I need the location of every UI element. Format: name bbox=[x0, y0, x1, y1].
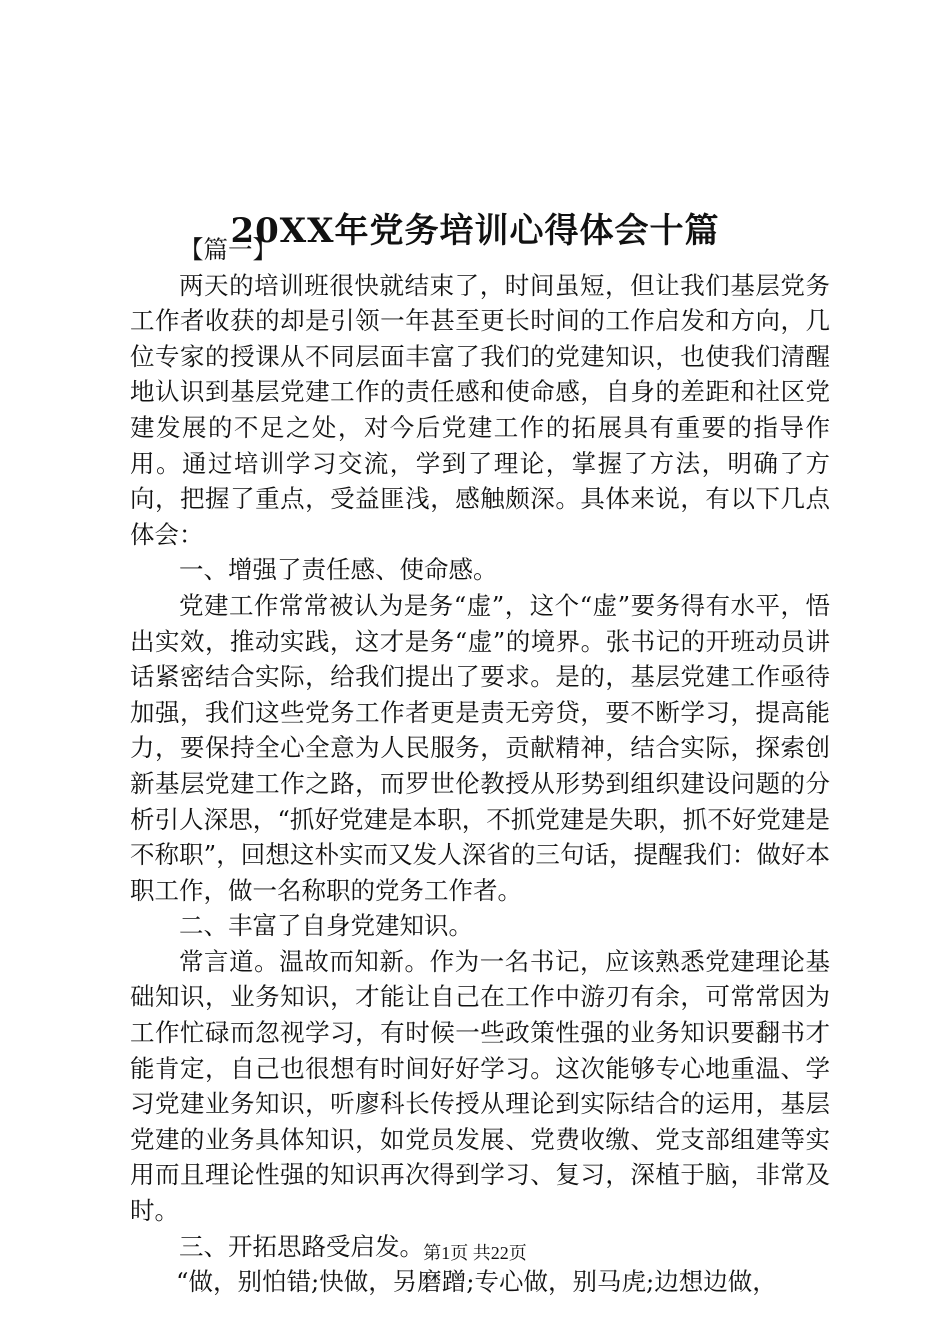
body-paragraph: 党建工作常常被认为是务“虚”，这个“虚”要务得有水平，悟出实效，推动实践，这才是务“虚”的境界。张书记的开班动员讲话紧密结合实际，给我们提出了要求。是的，基层党建工作亟待加强，我们这些党务工作者更是责无旁贷，要不断学习，提高能力，要保持全心全意为人民服务，贡献精神，结合实际，探索创新基层党建工作之路，而罗世伦教授从形势到组织建设问题的分析引人深思，“抓好党建是本职，不抓党建是失职，抓不好党建是不称职”，回想这朴实而又发人深省的三句话，提醒我们：做好本职工作，做一名称职的党务工作者。 bbox=[130, 590, 830, 905]
section-heading-part-one: 【篇一】 bbox=[179, 235, 277, 264]
document-title: 20XX年党务培训心得体会十篇 bbox=[230, 210, 720, 251]
document-body bbox=[130, 232, 830, 1300]
subheading-two: 二、丰富了自身党建知识。 bbox=[179, 911, 473, 941]
subheading-three: 三、开拓思路受启发。 bbox=[179, 1231, 424, 1261]
subheading-one: 一、增强了责任感、使命感。 bbox=[179, 555, 498, 585]
body-paragraph: 两天的培训班很快就结束了，时间虽短，但让我们基层党务工作者收获的却是引领一年甚至更长时间的工作启发和方向，几位专家的授课从不同层面丰富了我们的党建知识，也使我们清醒地认识到基层党建工作的责任感和使命感，自身的差距和社区党建发展的不足之处，对今后党建工作的拓展具有重要的指导作用。通过培训学习交流，学到了理论，掌握了方法，明确了方向，把握了重点，受益匪浅，感触颇深。具体来说，有以下几点体会： bbox=[130, 270, 830, 549]
page-number-footer: 第1页 共22页 bbox=[423, 1243, 527, 1263]
body-paragraph: 常言道。温故而知新。作为一名书记，应该熟悉党建理论基础知识，业务知识，才能让自己在工作中游刃有余，可常常因为工作忙碌而忽视学习，有时候一些政策性强的业务知识要翻书才能肯定，自己也很想有时间好好学习。这次能够专心地重温、学习党建业务知识，听廖科长传授从理论到实际结合的运用，基层党建的业务具体知识，如党员发展、党费收缴、党支部组建等实用而且理论性强的知识再次得到学习、复习，深植于脑，非常及时。 bbox=[130, 946, 830, 1226]
body-paragraph: “做，别怕错;快做，另磨蹭;专心做，别马虎;边想边做， bbox=[176, 1267, 777, 1297]
